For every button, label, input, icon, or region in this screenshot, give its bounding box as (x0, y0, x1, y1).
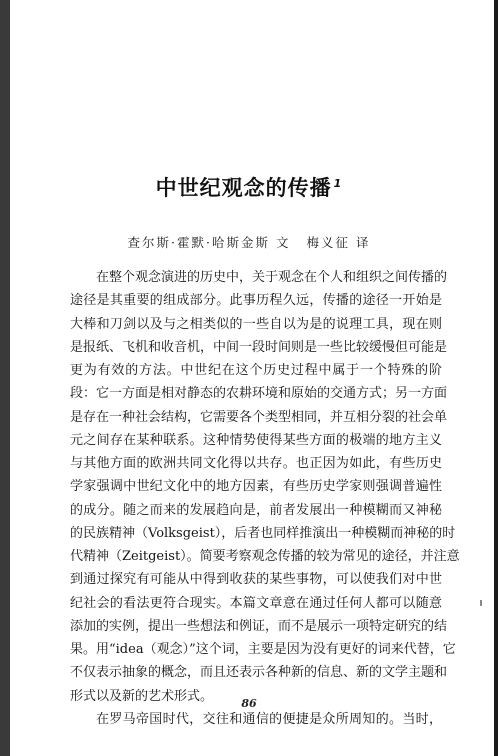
paragraph-1-line-3: 大棒和刀剑以及与之相类似的一些自以为是的说理工具，现在则 (70, 316, 442, 332)
paragraph-1-line-14: 到通过探究有可能从中得到收获的某些事物，可以使我们对中世 (70, 572, 442, 588)
paragraph-1-line-12: 的民族精神（Volksgeist），后者也同样推演出一种模糊而神秘的时 (70, 525, 456, 541)
paragraph-1-line-4: 是报纸、飞机和收音机，中间一段时间则是一些比较缓慢但可能是 (70, 339, 448, 355)
paragraph-1-line-7: 是存在一种社会结构，它需要各个类型相同，并互相分裂的社会单 (70, 409, 448, 425)
article-title (0, 172, 498, 202)
margin-mark (480, 600, 482, 606)
paragraph-1-line-15: 纪社会的看法更符合现实。本篇文章意在通过任何人都可以随意 (70, 595, 442, 611)
scan-right-edge (494, 0, 498, 756)
paragraph-1-line-2: 途径是其重要的组成部分。此事历程久远，传播的途径一开始是 (70, 293, 442, 309)
paragraph-1-line-6: 段：它一方面是相对静态的农耕环境和原始的交通方式；另一方面 (70, 386, 448, 402)
paragraph-1-line-19: 形式以及新的艺术形式。 (70, 688, 214, 704)
paragraph-1-line-8: 元之间存在某种联系。这种情势使得某些方面的极端的地方主义 (70, 432, 442, 448)
page-number: 86 (241, 697, 257, 710)
article-body (70, 266, 460, 731)
paragraph-1-line-16: 添加的实例，提出一些想法和例证，而不是展示一项特定研究的结 (70, 618, 448, 634)
paragraph-1-line-13: 代精神（Zeitgeist）。简要考察观念传播的较为常见的途径，并注意 (70, 549, 460, 564)
paragraph-1-line-1: 在整个观念演进的历史中，关于观念在个人和组织之间传播的 (96, 270, 448, 285)
paragraph-1-line-11: 的成分。随之而来的发展趋向是，前者发展出一种模糊而又神秘 (70, 502, 442, 518)
paragraph-1-line-17: 果。用“idea（观念）”这个词，主要是因为没有更好的词来代替，它 (70, 642, 456, 657)
byline (0, 233, 498, 251)
title-footnote-mark: 1 (333, 177, 343, 190)
byline-author: 查尔斯·霍默·哈斯金斯 文 (127, 235, 291, 250)
paragraph-1-line-10: 学家强调中世纪文化中的地方因素，有些历史学家则强调普遍性 (70, 479, 442, 495)
paragraph-1-line-5: 更为有效的方法。中世纪在这个历史过程中属于一个特殊的阶 (70, 363, 442, 378)
paragraph-1-line-18: 不仅表示抽象的概念，而且还表示各种新的信息、新的文学主题和 (70, 665, 448, 681)
scan-left-edge (0, 0, 10, 756)
paragraph-2-line-1: 在罗马帝国时代，交往和通信的便捷是众所周知的。当时， (96, 711, 442, 727)
byline-translator: 梅义征 译 (306, 235, 371, 250)
paragraph-1-line-9: 与其他方面的欧洲共同文化得以共存。也正因为如此，有些历史 (70, 456, 442, 471)
article-title-text: 中世纪观念的传播 (155, 176, 332, 200)
